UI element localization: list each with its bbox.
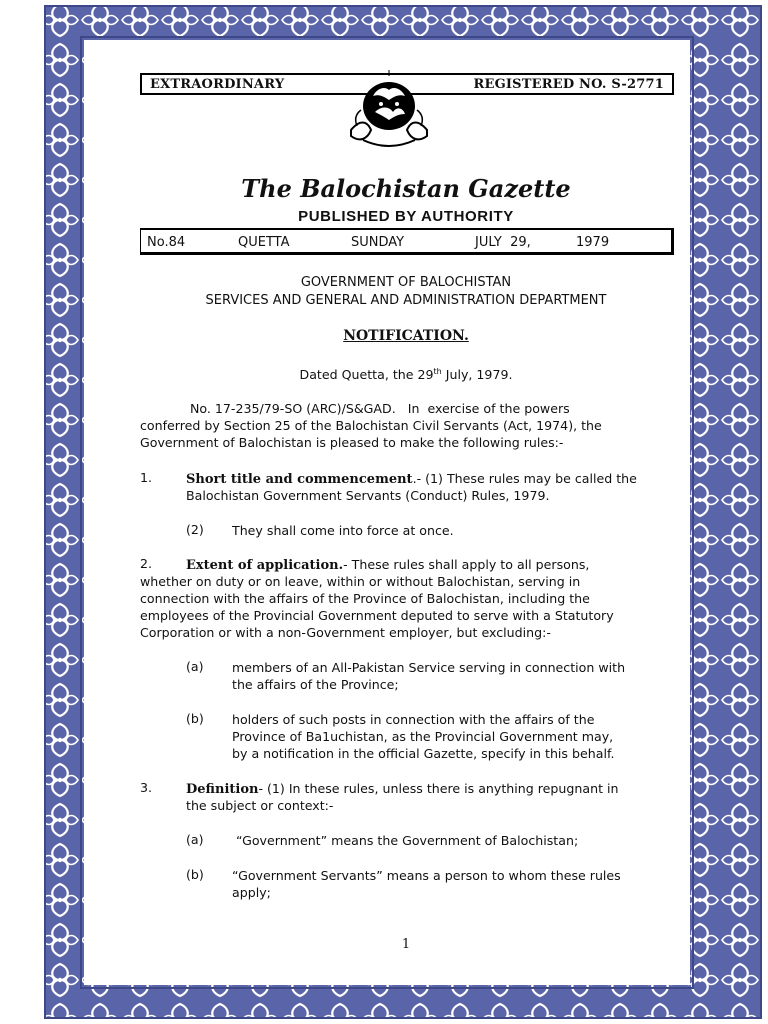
intro-line-1: No. 17-235/79-SO (ARC)/S&GAD. In exercise of the powers (190, 401, 570, 416)
rule-2a-line-2: the affairs of the Province; (232, 677, 399, 692)
government-line: GOVERNMENT OF BALOCHISTAN (300, 275, 512, 290)
rule-3a-number: (a) (186, 832, 204, 847)
rule-2a-line-1: members of an All-Pakistan Service serving in connection with (232, 660, 626, 675)
rule-1-line-1: Short title and commencement.- (1) These rules may be called the (186, 471, 637, 487)
emblem-icon (345, 70, 433, 152)
rule-2-line-5: Corporation or with a non-Government employer, but excluding:- (140, 625, 551, 640)
rule-2-line-1: Extent of application.- These rules shall apply to all persons, (186, 557, 590, 573)
extraordinary-label: EXTRAORDINARY (150, 77, 285, 92)
rule-1-number: 1. (140, 470, 153, 485)
rule-2-line-3: connection with the affairs of the Province of Balochistan, including the (140, 591, 590, 606)
rule-1-2-text: They shall come into force at once. (232, 523, 454, 538)
rule-2b-line-3: by a notification in the official Gazette, specify in this behalf. (232, 746, 615, 761)
rule-3a-text: “Government” means the Government of Balochistan; (232, 833, 579, 848)
rule-3-line-2: the subject or context:- (186, 798, 334, 813)
issue-bar (140, 228, 674, 255)
notification-heading: NOTIFICATION. (343, 328, 469, 344)
department-line: SERVICES AND GENERAL AND ADMINISTRATION DEPARTMENT (205, 293, 607, 308)
issue-number: No.84 (147, 235, 186, 250)
rule-2a-number: (a) (186, 659, 204, 674)
issue-place: QUETTA (238, 235, 290, 250)
rule-2-line-4: employees of the Provincial Government deputed to serve with a Statutory (140, 608, 614, 623)
gazette-title: The Balochistan Gazette (241, 174, 571, 203)
rule-3-number: 3. (140, 780, 153, 795)
issue-year: 1979 (576, 235, 610, 250)
rule-3b-line-1: “Government Servants” means a person to whom these rules (232, 868, 621, 883)
rule-2-number: 2. (140, 556, 153, 571)
rule-2b-line-1: holders of such posts in connection with the affairs of the (232, 712, 595, 727)
rule-2b-line-2: Province of Ba1uchistan, as the Provincial Government may, (232, 729, 614, 744)
rule-1-line-2: Balochistan Government Servants (Conduct) Rules, 1979. (186, 488, 550, 503)
rule-3b-number: (b) (186, 867, 204, 882)
rule-3b-line-2: apply; (232, 885, 271, 900)
registered-number: REGISTERED NO. S-2771 (473, 77, 664, 92)
page-number: 1 (401, 937, 411, 952)
issue-date: JULY 29, (475, 235, 531, 250)
rule-1-2-number: (2) (186, 522, 204, 537)
rule-2b-number: (b) (186, 711, 204, 726)
rule-3-line-1: Definition- (1) In these rules, unless there is anything repugnant in (186, 781, 619, 797)
gazette-page (84, 40, 690, 985)
dated-line: Dated Quetta, the 29th July, 1979. (299, 367, 513, 383)
rule-2-line-2: whether on duty or on leave, within or without Balochistan, serving in (140, 574, 581, 589)
intro-line-3: Government of Balochistan is pleased to make the following rules:- (140, 435, 564, 450)
issue-day: SUNDAY (351, 235, 405, 250)
published-by-authority: PUBLISHED BY AUTHORITY (298, 208, 514, 225)
intro-line-2: conferred by Section 25 of the Balochistan Civil Servants (Act, 1974), the (140, 418, 602, 433)
